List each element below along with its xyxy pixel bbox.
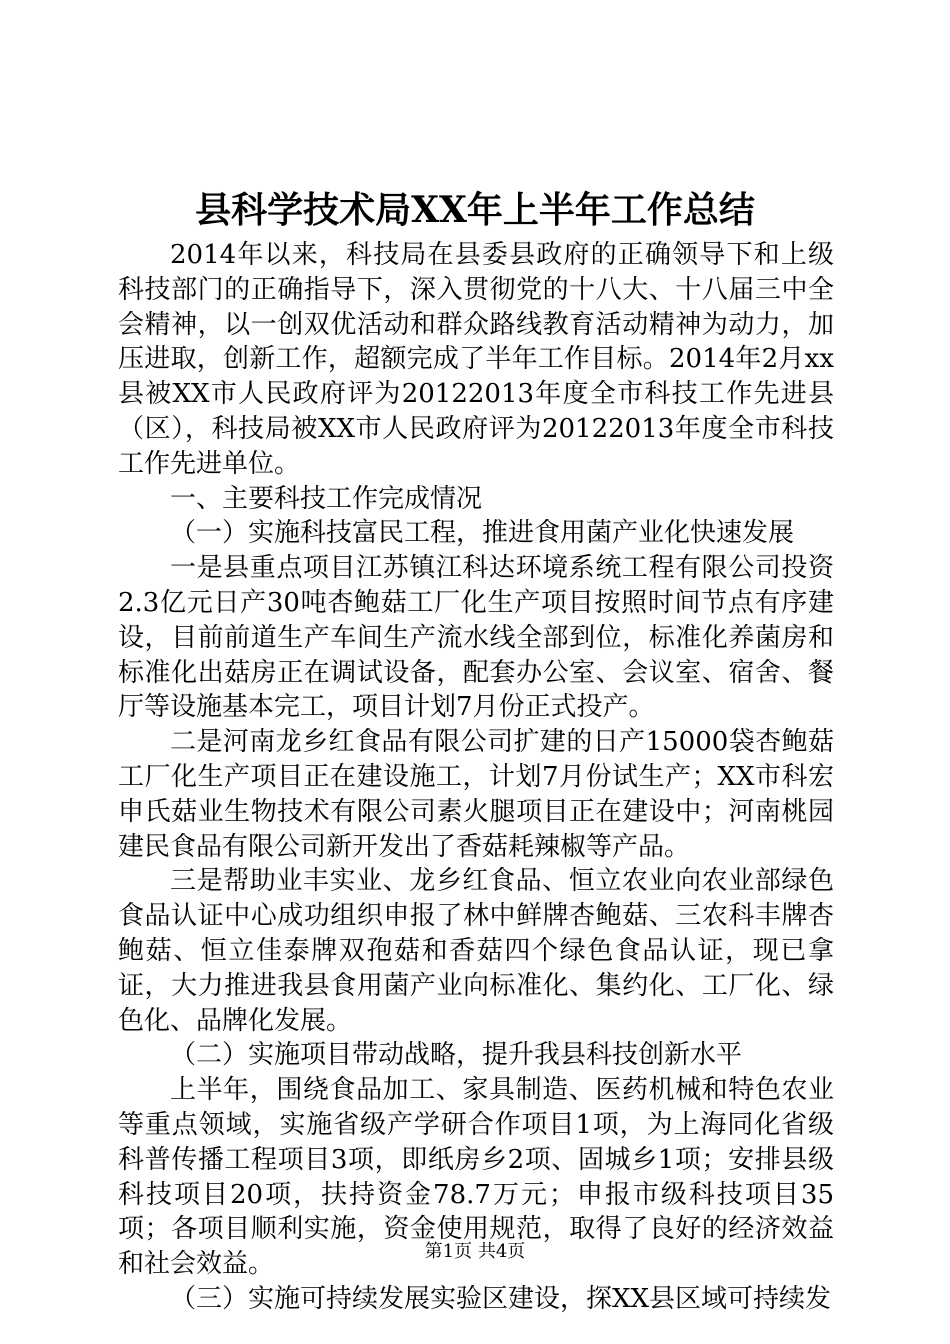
document-body [118,238,834,1317]
body-paragraph-3: 三是帮助业丰实业、龙乡红食品、恒立农业向农业部绿色食品认证中心成功组织申报了林中鲜牌杏鲍菇、三农科丰牌杏鲍菇、恒立佳泰牌双孢菇和香菇四个绿色食品认证，现已拿证，大力推进我县食用菌产业向标准化、集约化、工厂化、绿色化、品牌化发展。 [118,866,834,1036]
subsection-heading-1: （一）实施科技富民工程，推进食用菌产业化快速发展 [170,518,795,549]
subsection-heading-3: （三）实施可持续发展实验区建设，探XX县区域可持续发 [170,1283,832,1314]
subsection-heading-2: （二）实施项目带动战略，提升我县科技创新水平 [170,1040,743,1071]
intro-paragraph: 2014年以来，科技局在县委县政府的正确领导下和上级科技部门的正确指导下，深入贯彻党的十八大、十八届三中全会精神，以一创双优活动和群众路线教育活动精神为动力，加压进取，创新工作，超额完成了半年工作目标。2014年2月xx县被XX市人民政府评为20122013年度全市科技工作先进县（区），科技局被XX市人民政府评为20122013年度全市科技工作先进单位。 [118,240,834,479]
body-paragraph-2: 二是河南龙乡红食品有限公司扩建的日产15000袋杏鲍菇工厂化生产项目正在建设施工，计划7月份试生产；XX市科宏申氏菇业生物技术有限公司素火腿项目正在建设中；河南桃园建民食品有限公司新开发出了香菇耗辣椒等产品。 [118,727,834,862]
page-number: 第1页 共4页 [424,1241,526,1262]
body-paragraph-4: 上半年，围绕食品加工、家具制造、医药机械和特色农业等重点领域，实施省级产学研合作项目1项，为上海同化省级科普传播工程项目3项，即纸房乡2项、固城乡1项；安排县级科技项目20项，扶持资金78.7万元；申报市级科技项目35项；各项目顺利实施，资金使用规范，取得了良好的经济效益和社会效益。 [118,1075,834,1280]
section-heading-1: 一、主要科技工作完成情况 [170,483,483,514]
body-paragraph-1: 一是县重点项目江苏镇江科达环境系统工程有限公司投资2.3亿元日产30吨杏鲍菇工厂化生产项目按照时间节点有序建设，目前前道生产车间生产流水线全部到位，标准化养菌房和标准化出菇房正在调试设备，配套办公室、会议室、宿舍、餐厅等设施基本完工，项目计划7月份正式投产。 [118,553,834,723]
document-title: 县科学技术局XX年上半年工作总结 [195,189,755,231]
